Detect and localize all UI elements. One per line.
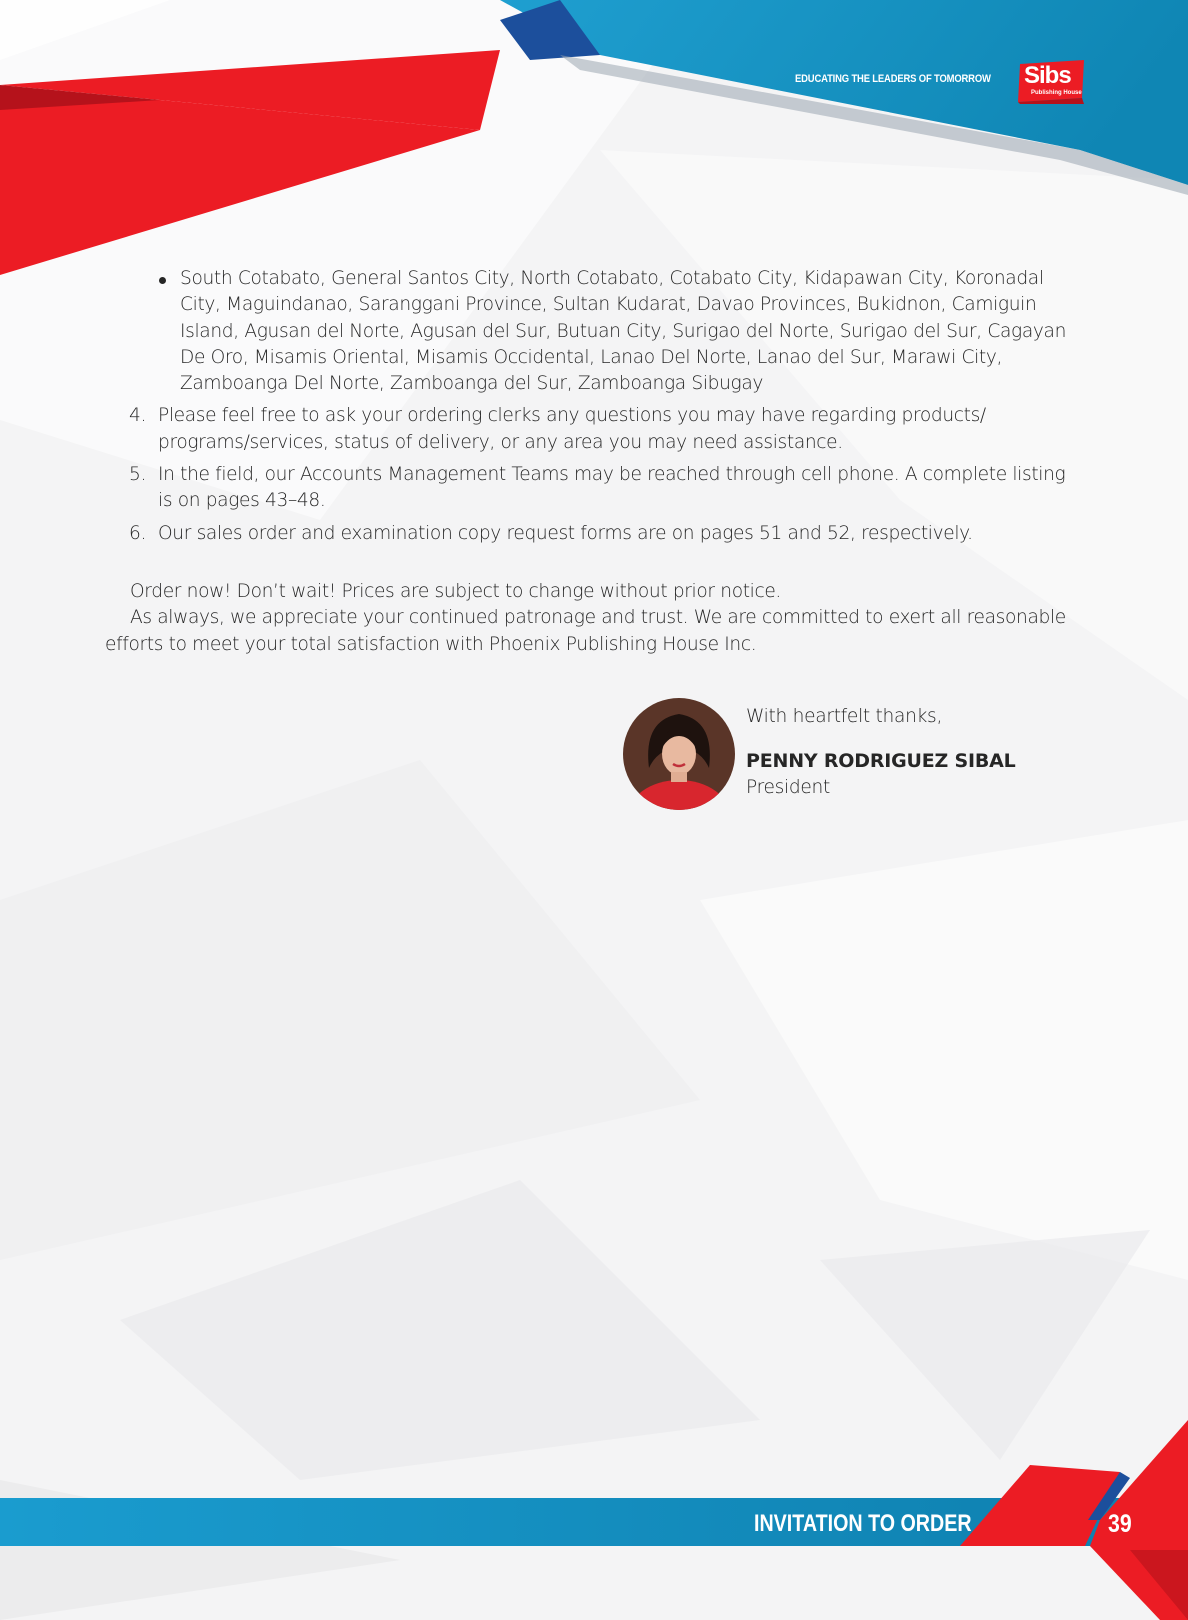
list-item — [105, 266, 1085, 397]
list-number: 4. — [129, 405, 147, 427]
list-item — [105, 521, 1085, 547]
list-text: Please feel free to ask your ordering clerks any questions you may have regarding products/ programs/services, status of delivery, or any area you may need assistance. — [158, 405, 986, 453]
bullet-text: South Cotabato, General Santos City, North Cotabato, Cotabato City, Kidapawan City, Koronadal City, Maguindanao, Saranggani Province, Sultan Kudarat, Davao Provinces, Bukidnon, Camiguin Island, Agusan del Norte, Agusan del Sur, Butuan City, Surigao del Norte, Surigao del Sur, Cagayan De Oro, Misamis Oriental, Misamis Occidental, Lanao Del Norte, Lanao del Sur, Marawi City, Zamboanga Del Norte, Zamboanga del Sur, Zamboanga Sibugay — [180, 268, 1067, 395]
list-item — [105, 403, 1085, 456]
main-content — [105, 266, 1085, 658]
signatory-title: President — [746, 777, 831, 798]
list-text: Our sales order and examination copy request forms are on pages 51 and 52, respectively. — [158, 522, 973, 544]
list-text: In the field, our Accounts Management Teams may be reached through cell phone. A complete listing is on pages 43–48. — [158, 464, 1066, 512]
page-number: 39 — [1108, 1510, 1132, 1538]
closing-paragraph: As always, we appreciate your continued patronage and trust. We are committed to exert all reasonable efforts to meet your total satisfaction with Phoenix Publishing House Inc. — [105, 607, 1066, 655]
list-item — [105, 462, 1085, 515]
list-number: 6. — [129, 522, 147, 544]
logo-subtext: Publishing House — [1031, 90, 1082, 96]
bullet-icon — [159, 277, 166, 284]
numbered-list — [105, 403, 1085, 546]
header-tagline: EDUCATING THE LEADERS OF TOMORROW — [795, 73, 991, 85]
footer-section-title: INVITATION TO ORDER — [754, 1510, 972, 1537]
signatory-name: PENNY RODRIGUEZ SIBAL — [746, 750, 1016, 772]
closing-paragraph: Order now! Don’t wait! Prices are subject to change without prior notice. — [130, 580, 781, 602]
signature-closing: With heartfelt thanks, — [746, 706, 943, 727]
avatar — [623, 698, 735, 810]
list-number: 5. — [129, 464, 147, 486]
logo-wordmark: Sibs — [1024, 62, 1071, 89]
